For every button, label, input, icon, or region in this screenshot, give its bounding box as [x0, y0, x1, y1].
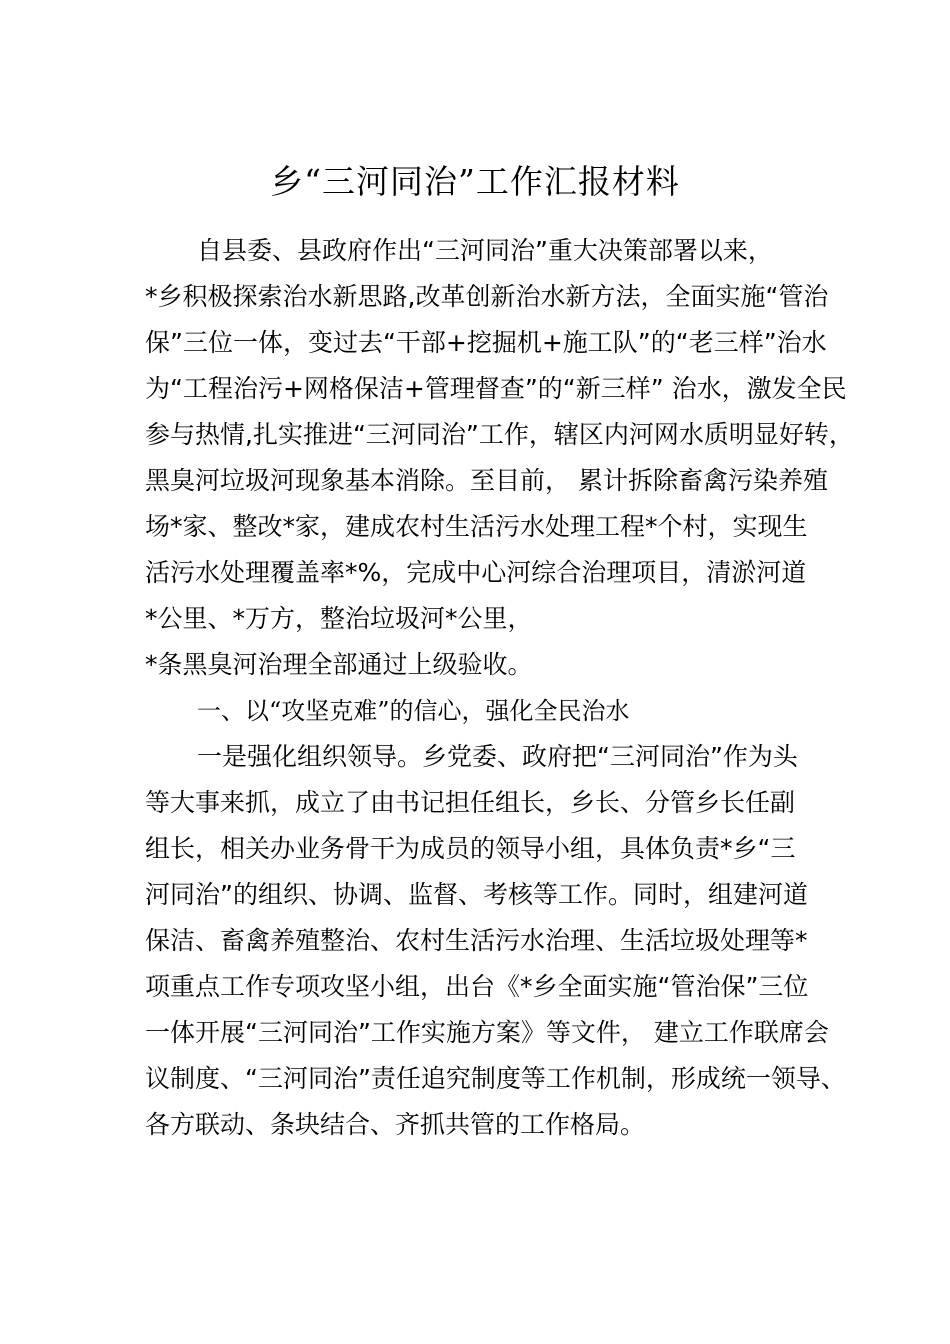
paragraph-line: *公里、*万方，整治垃圾河*公里， — [145, 604, 533, 633]
paragraph-line: 组长，相关办业务骨干为成员的领导小组，具体负责*乡“三 — [145, 834, 796, 863]
paragraph-line: 活污水处理覆盖率*%，完成中心河综合治理项目，清淤河道 — [145, 558, 807, 587]
document-body — [145, 228, 854, 1148]
paragraph-line: *乡积极探索治水新思路,改革创新治水新方法，全面实施“管治 — [145, 282, 829, 311]
paragraph-line: 保洁、畜禽养殖整治、农村生活污水治理、生活垃圾处理等* — [145, 926, 808, 955]
paragraph-line: 为“工程治污+网格保洁+管理督查”的“新三样” 治水，激发全民 — [145, 374, 847, 403]
paragraph-line: 黑臭河垃圾河现象基本消除。至目前， 累计拆除畜禽污染养殖 — [145, 466, 828, 495]
paragraph-line: 一体开展“三河同治”工作实施方案》等文件， 建立工作联席会 — [145, 1018, 829, 1047]
paragraph-line: 河同治”的组织、协调、监督、考核等工作。同时，组建河道 — [145, 880, 808, 909]
paragraph-line: 一是强化组织领导。乡党委、政府把“三河同治”作为头 — [197, 742, 798, 771]
paragraph-line: 等大事来抓，成立了由书记担任组长，乡长、分管乡长任副 — [145, 788, 796, 817]
paragraph-line: 场*家、整改*家，建成农村生活污水处理工程*个村，实现生 — [145, 512, 808, 541]
section-heading: 一、以“攻坚克难”的信心，强化全民治水 — [197, 697, 630, 725]
paragraph-line: 各方联动、条块结合、齐抓共管的工作格局。 — [145, 1110, 646, 1139]
paragraph-line: *条黑臭河治理全部通过上级验收。 — [145, 650, 533, 679]
paragraph-line: 自县委、县政府作出“三河同治”重大决策部署以来， — [197, 236, 773, 265]
paragraph-line: 保”三位一体，变过去“干部+挖掘机+施工队”的“老三样”治水 — [145, 328, 827, 357]
document-title: 乡“三河同治”工作汇报材料 — [270, 162, 680, 201]
paragraph-line: 项重点工作专项攻坚小组，出台《*乡全面实施“管治保”三位 — [145, 972, 809, 1001]
paragraph-line: 参与热情,扎实推进“三河同治”工作，辖区内河网水质明显好转， — [145, 420, 854, 449]
paragraph-line: 议制度、“三河同治”责任追究制度等工作机制，形成统一领导、 — [145, 1064, 846, 1093]
